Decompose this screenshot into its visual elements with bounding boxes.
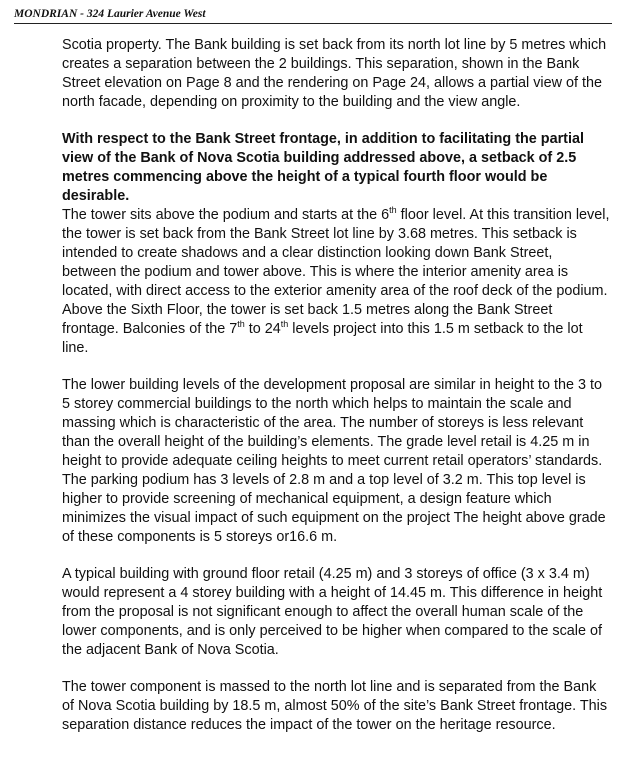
paragraph-bank-street-recommendation: With respect to the Bank Street frontage, in addition to facilitating the partial view of the Bank of Nova Scotia building addressed above, a setback of 2.5 metres commencing above the height of a typical fourth floor would be desirable. — [62, 131, 584, 204]
tower-text-b: floor level. At this transition level, the tower is set back from the Bank Street lot line by 3.68 metres. This setback is intended to create shadows and a clear distinction looking down Bank Street, between the podium and tower above. This is where the interior amenity area is located, with direct access to the exterior amenity area of the roof deck of the podium. Above the Sixth Floor, the tower is set back 1.5 metres along the Bank Street frontage. Balconies of the 7 — [62, 207, 610, 337]
running-header: MONDRIAN - 324 Laurier Avenue West — [14, 8, 612, 24]
paragraph-bank-setback: Scotia property. The Bank building is set back from its north lot line by 5 metres which creates a separation between the 2 buildings. This separation, shown in the Bank Street elevation on Page 8 and the rendering on Page 24, allows a partial view of the north facade, depending on proximity to the building and the view angle. — [62, 37, 607, 110]
paragraph-tower-setback — [62, 206, 610, 358]
ordinal-suffix: th — [237, 319, 245, 330]
paragraph-gap — [62, 358, 610, 376]
tower-text-d: levels project into this 1.5 m setback to the lot line. — [62, 321, 583, 356]
tower-text-c: to 24 — [244, 321, 281, 337]
paragraph-tower-separation: The tower component is massed to the north lot line and is separated from the Bank of Nova Scotia building by 18.5 m, almost 50% of the site’s Bank Street frontage. This separation distance reduces the impact of the tower on the heritage resource. — [62, 679, 608, 733]
ordinal-suffix: th — [280, 319, 289, 330]
tower-text-a: The tower sits above the podium and starts at the 6 — [62, 207, 390, 223]
ordinal-suffix: th — [389, 205, 397, 216]
paragraph-typical-building: A typical building with ground floor retail (4.25 m) and 3 storeys of office (3 x 3.4 m) would represent a 4 storey building with a height of 14.45 m. This difference in height from the proposal is not significant enough to affect the overall human scale of the lower components, and is only perceived to be higher when compared to the scale of the adjacent Bank of Nova Scotia. — [62, 566, 603, 658]
paragraph-lower-levels: The lower building levels of the development proposal are similar in height to the 3 to 5 storey commercial buildings to the north which helps to maintain the scale and massing which is characteristic of the area. The number of storeys is less relevant than the overall height of the building’s elements. The grade level retail is 4.25 m in height to provide adequate ceiling heights to meet current retail operators’ standards. The parking podium has 3 levels of 2.8 m and a top level of 3.2 m. This top level is higher to provide screening of mechanical equipment, a design feature which minimizes the visual impact of such equipment on the project The height above grade of these components is 5 storeys or16.6 m. — [62, 377, 606, 545]
document-body — [62, 36, 610, 735]
paragraph-gap — [62, 547, 610, 565]
paragraph-gap — [62, 660, 610, 678]
paragraph-gap — [62, 112, 610, 130]
